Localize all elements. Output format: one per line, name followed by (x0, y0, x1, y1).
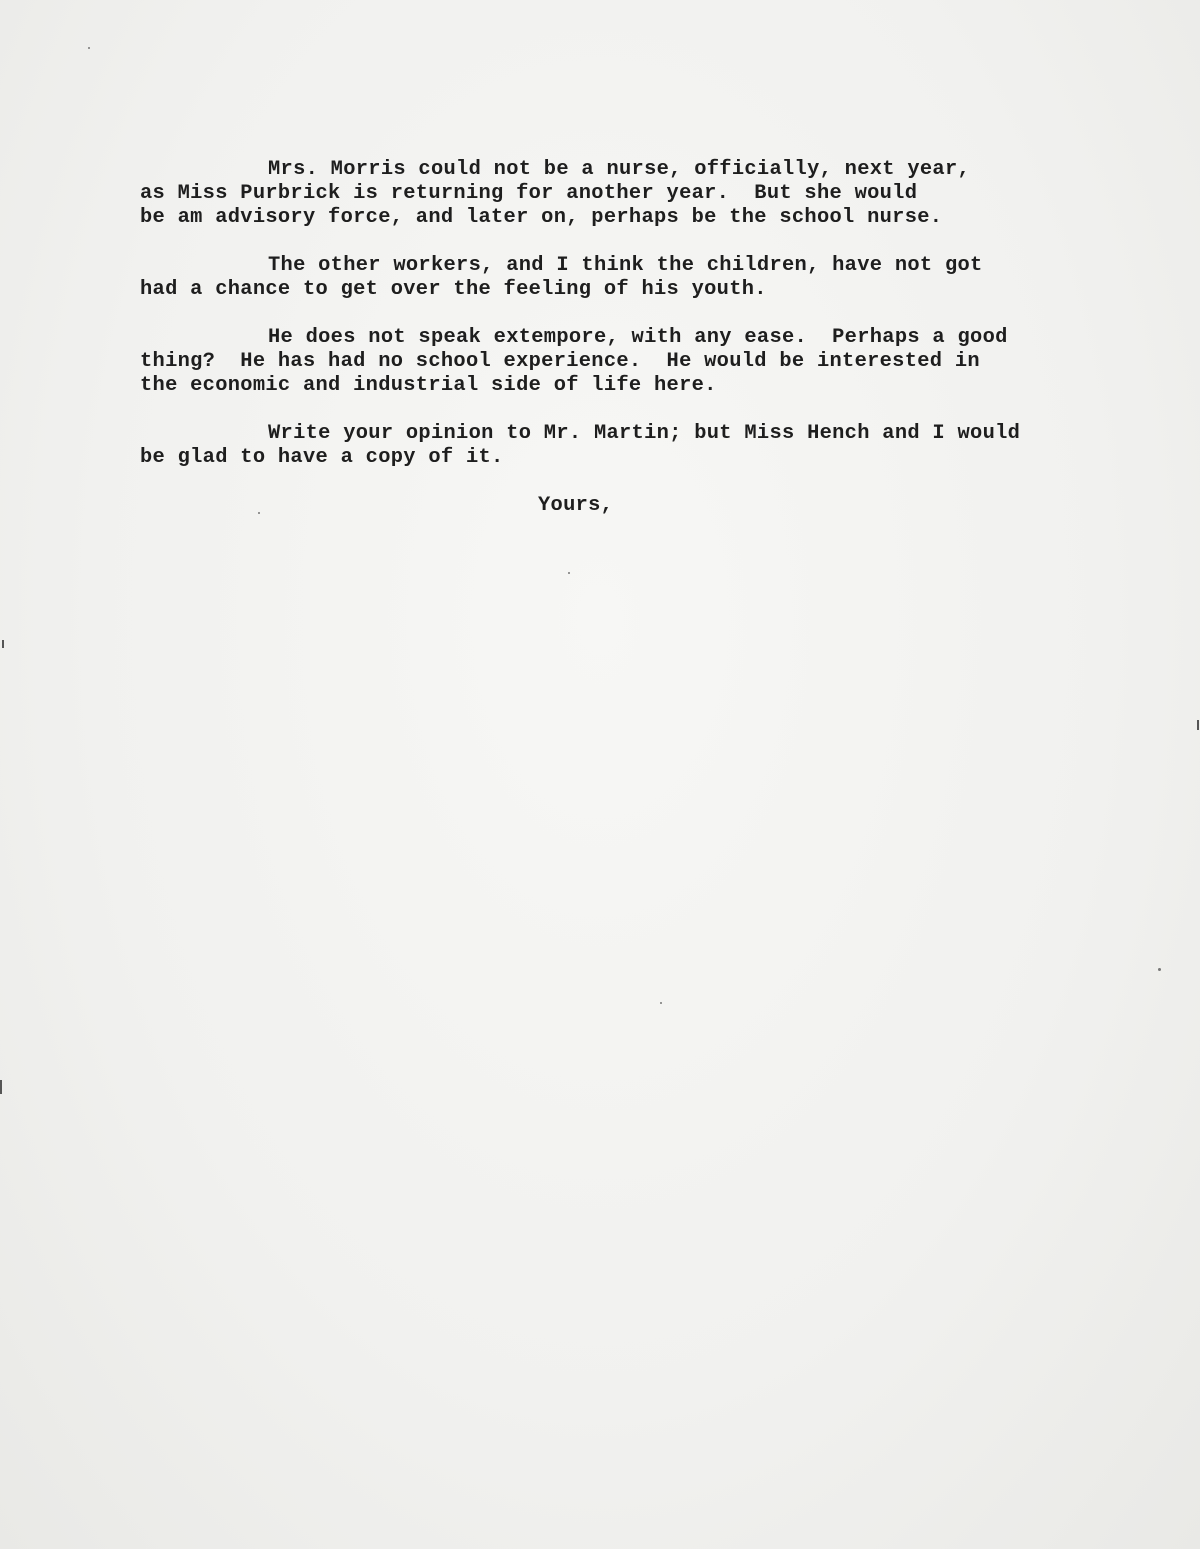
paragraph-1-line-2: as Miss Purbrick is returning for another year. But she would (140, 182, 918, 205)
paragraph-4 (140, 422, 1140, 470)
letter-body (140, 158, 1140, 518)
paragraph-3-line-1: He does not speak extempore, with any ease. Perhaps a good (268, 326, 1008, 349)
paragraph-4-line-2: be glad to have a copy of it. (140, 446, 504, 469)
paper-edge-mark (1197, 720, 1199, 730)
paragraph-1-line-3: be am advisory force, and later on, perhaps be the school nurse. (140, 206, 943, 229)
paragraph-3-line-2: thing? He has had no school experience. He would be interested in (140, 350, 980, 373)
paragraph-1-line-1: Mrs. Morris could not be a nurse, officially, next year, (268, 158, 971, 181)
paragraph-4-line-1: Write your opinion to Mr. Martin; but Miss Hench and I would (268, 422, 1021, 445)
paragraph-3 (140, 326, 1140, 398)
closing-salutation: Yours, (538, 494, 614, 517)
paragraph-2 (140, 254, 1140, 302)
paper-speck (88, 47, 90, 49)
paragraph-2-line-2: had a chance to get over the feeling of his youth. (140, 278, 767, 301)
paragraph-2-line-1: The other workers, and I think the children, have not got (268, 254, 983, 277)
paper-speck (660, 1002, 662, 1004)
paper-speck (258, 512, 260, 514)
paragraph-1 (140, 158, 1140, 230)
paper-speck (1158, 968, 1161, 971)
paragraph-3-line-3: the economic and industrial side of life here. (140, 374, 717, 397)
paper-edge-mark (0, 1080, 2, 1094)
paper-edge-mark (2, 640, 4, 648)
paper-speck (568, 572, 570, 574)
